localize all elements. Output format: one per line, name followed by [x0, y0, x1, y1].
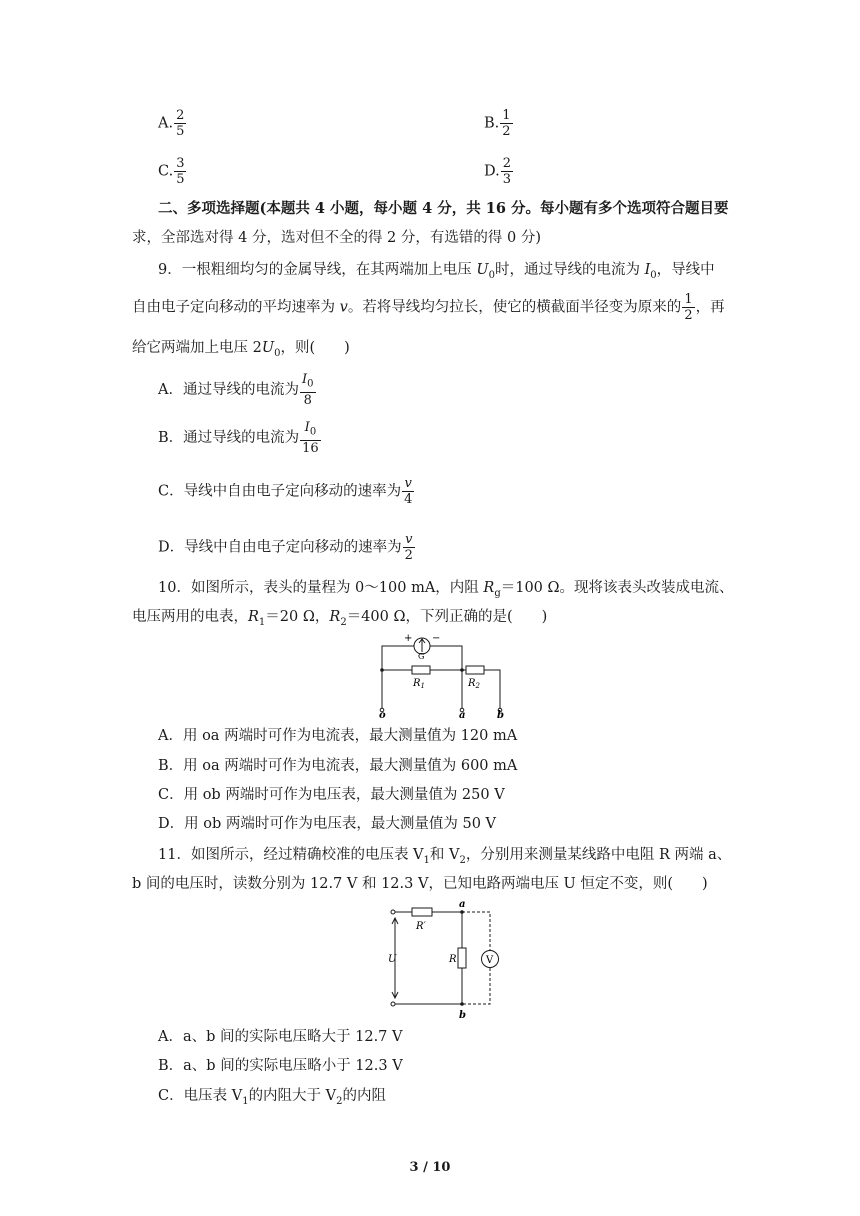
q11-option-c: C．电压表 $V_1$的内阻大于 $V_2$的内阻 — [158, 1088, 387, 1107]
q8-option-c: C. $\frac{3}{5}$ — [158, 156, 185, 187]
q10-r2-label: $R_2$ — [468, 678, 480, 690]
q11-voltmeter-label: V — [486, 955, 494, 966]
q9-stem-line3: 给它两端加上电压 $2U_0$，则( ) — [132, 340, 350, 359]
q10-option-d: D．用 ob 两端时可作为电压表，最大测量值为 50 V — [158, 816, 496, 832]
q10-terminal-o: o — [379, 710, 386, 720]
q8-option-b: B. $\frac{1}{2}$ — [484, 108, 511, 139]
q11-point-a: a — [459, 899, 466, 910]
section-title: 二、多项选择题(本题共 4 小题，每小题 4 分，共 16 分。每小题有多个选项符合题目要 — [158, 200, 729, 217]
page-number: 3 / 10 — [409, 1160, 451, 1175]
q10-galvanometer-label: G — [418, 652, 425, 661]
section-heading — [158, 199, 729, 219]
q9-option-b: B．通过导线的电流为 $\frac{I_0}{16}$ — [158, 420, 319, 456]
q11-u-label: U — [388, 954, 397, 965]
q11-r-label: R — [449, 954, 457, 965]
q10-circuit-diagram — [372, 630, 512, 720]
q10-r1-label: $R_1$ — [413, 678, 425, 690]
q9-option-c: C．导线中自由电子定向移动的速率为 $\frac{v}{4}$ — [158, 476, 413, 507]
q11-rprime-label: R′ — [416, 921, 426, 932]
q11-option-b: B．a、b 间的实际电压略小于 12.3 V — [158, 1058, 403, 1074]
q10-option-c: C．用 ob 两端时可作为电压表，最大测量值为 250 V — [158, 787, 505, 803]
q11-option-a: A．a、b 间的实际电压略大于 12.7 V — [158, 1029, 403, 1045]
q9-option-d: D．导线中自由电子定向移动的速率为 $\frac{v}{2}$ — [158, 532, 413, 563]
q10-option-a: A．用 oa 两端时可作为电流表，最大测量值为 120 mA — [158, 728, 518, 744]
q11-stem-line1: 11．如图所示，经过精确校准的电压表 $V_1$和 $V_2$，分别用来测量某线路中电阻 R 两端 a、 — [158, 847, 732, 866]
q9-stem-line2: 自由电子定向移动的平均速率为 v。若将导线均匀拉长，使它的横截面半径变为原来的 $\frac{1}{2}$ ，再 — [132, 292, 725, 323]
q11-stem-line2: b 间的电压时，读数分别为 12.7 V 和 12.3 V，已知电路两端电压 U 恒定不变，则( ) — [132, 876, 708, 892]
q10-plus-sign: + — [404, 633, 413, 644]
q11-point-b: b — [459, 1010, 466, 1021]
q9-stem-line1: 9．一根粗细均匀的金属导线，在其两端加上电压 $U_0$时，通过导线的电流为 $I_0$，导线中 — [158, 262, 715, 281]
q10-terminal-a: a — [459, 710, 466, 720]
q11-circuit-diagram — [382, 898, 502, 1022]
q10-terminal-b: b — [497, 710, 504, 720]
q8-option-a: A. $\frac{2}{5}$ — [158, 108, 185, 139]
q10-option-b: B．用 oa 两端时可作为电流表，最大测量值为 600 mA — [158, 758, 518, 774]
q10-stem-line1: 10．如图所示，表头的量程为 0～100 mA，内阻 $R_g=100$ Ω。现将该表头改装成电流、 — [158, 580, 734, 599]
q9-option-a: A．通过导线的电流为 $\frac{I_0}{8}$ — [158, 372, 314, 408]
q10-stem-line2: 电压两用的电表，$R_1=20$ Ω，$R_2=400$ Ω，下列正确的是( ) — [132, 609, 548, 628]
q10-minus-sign: − — [432, 633, 441, 644]
section-heading-line2: 求，全部选对得 4 分，选对但不全的得 2 分，有选错的得 0 分) — [132, 230, 541, 246]
q8-option-d: D. $\frac{2}{3}$ — [484, 156, 511, 187]
